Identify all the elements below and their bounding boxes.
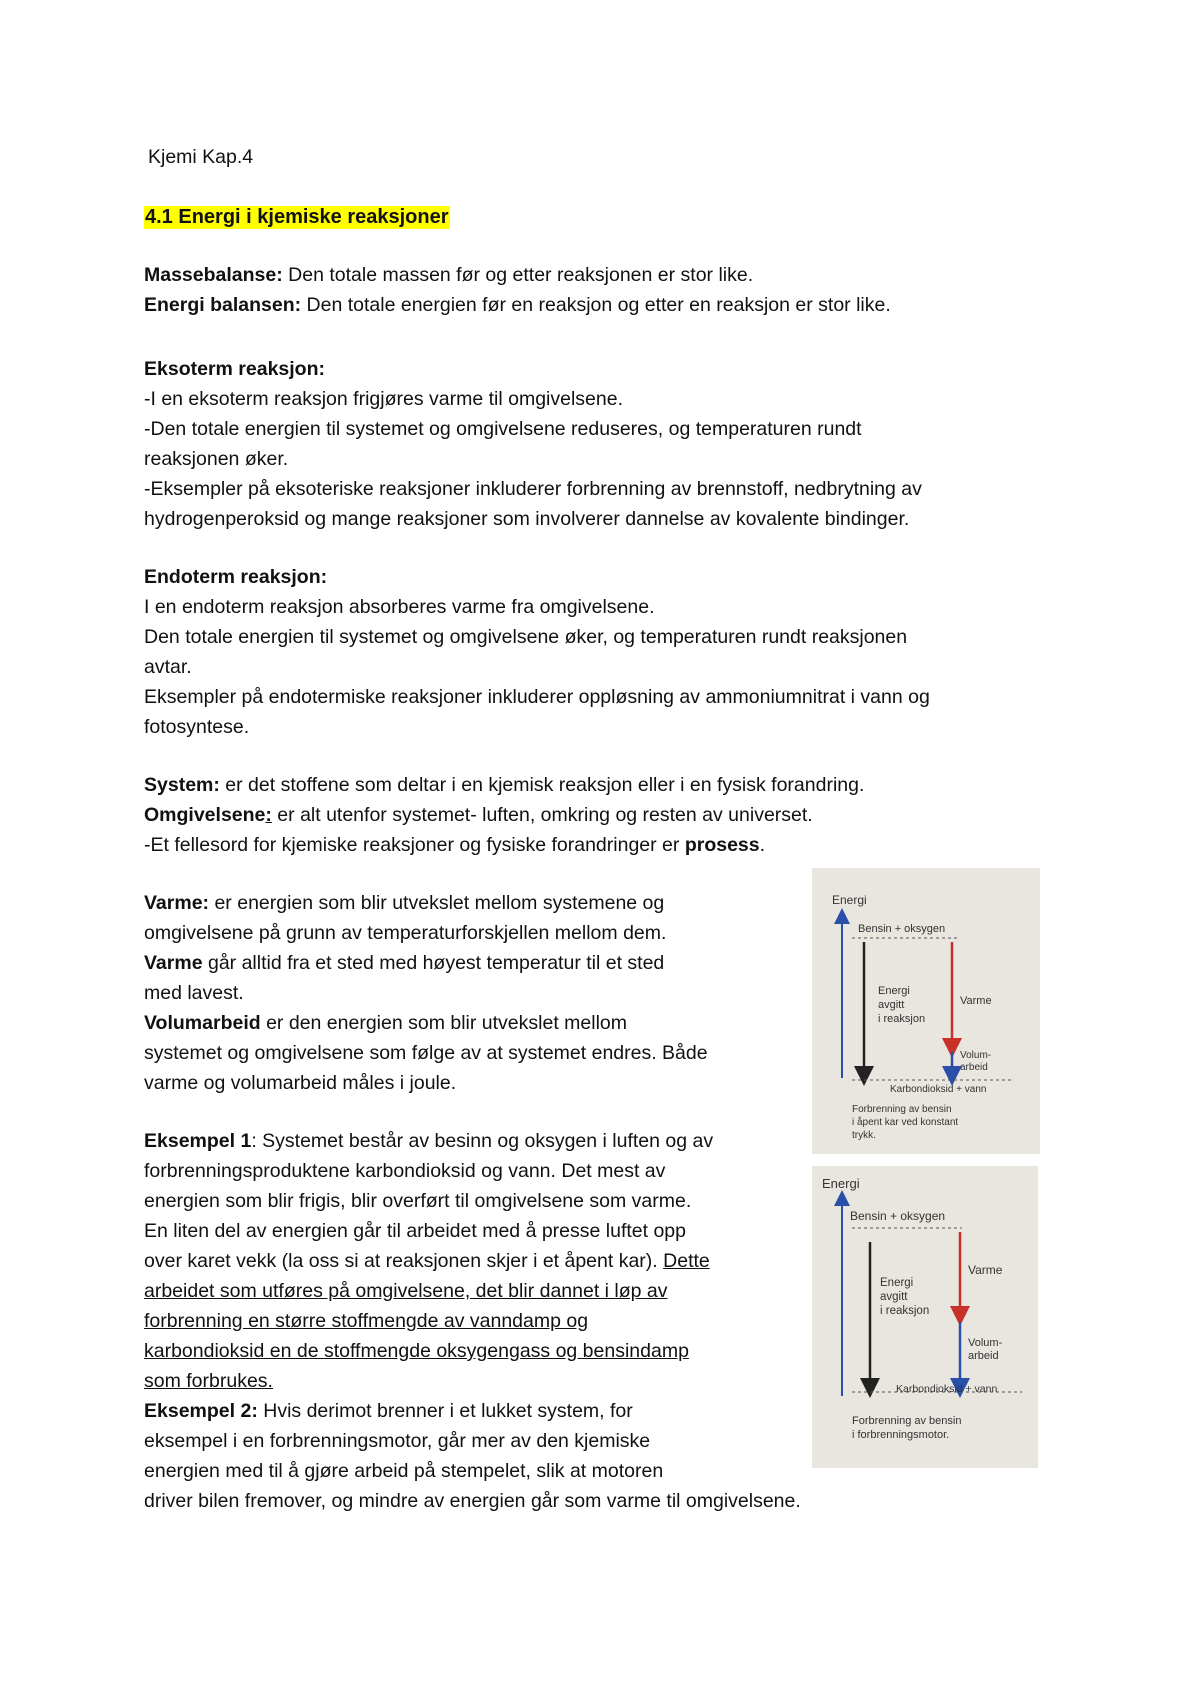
eksempel1-section: [144, 1126, 713, 1396]
eksempel1-line: forbrenningsproduktene karbondioksid og vann. Det mest av: [144, 1160, 666, 1182]
eksempel1-underlined-line: forbrenning en større stoffmengde av vanndamp og: [144, 1310, 589, 1332]
eksempel1-line: over karet vekk (la oss si at reaksjonen skjer i et åpent kar).: [144, 1250, 664, 1272]
prosess-pre: -Et fellesord for kjemiske reaksjoner og fysiske forandringer er: [144, 834, 685, 856]
eksoterm-line: -I en eksoterm reaksjon frigjøres varme til omgivelsene.: [144, 388, 623, 410]
figure-caption: i åpent kar ved konstant: [852, 1117, 959, 1128]
eksoterm-line: reaksjonen øker.: [144, 448, 289, 470]
system-text: er det stoffene som deltar i en kjemisk reaksjon eller i en fysisk forandring.: [219, 774, 865, 796]
figure-caption: i forbrenningsmotor.: [852, 1429, 950, 1441]
energy-released-label: Energi: [878, 985, 910, 997]
varme-line: varme og volumarbeid måles i joule.: [144, 1072, 457, 1094]
energy-released-label: Energi: [880, 1277, 914, 1289]
energy-released-label: i reaksjon: [880, 1305, 930, 1317]
document-title: Kjemi Kap.4: [148, 146, 254, 168]
massebalanse-term: Massebalanse:: [144, 264, 283, 286]
varme-line: systemet og omgivelsene som følge av at systemet endres. Både: [144, 1042, 708, 1064]
eksempel2-line: energien med til å gjøre arbeid på stempelet, slik at motoren: [144, 1460, 664, 1482]
eksoterm-line: -Den totale energien til systemet og omgivelsene reduseres, og temperaturen rundt: [144, 418, 862, 440]
varme-line: med lavest.: [144, 982, 244, 1004]
endoterm-line: Den totale energien til systemet og omgivelsene øker, og temperaturen rundt reaksjonen: [144, 626, 908, 648]
varme-text-2: går alltid fra et sted med høyest temperatur til et sted: [202, 952, 665, 974]
endoterm-line: avtar.: [144, 656, 192, 678]
energy-axis-label: Energi: [832, 893, 867, 907]
eksempel2-line: eksempel i en forbrenningsmotor, går mer av den kjemiske: [144, 1430, 651, 1452]
massebalanse-line: [144, 264, 753, 287]
system-term: System:: [144, 774, 220, 796]
omgivelsene-text: er alt utenfor systemet- luften, omkring og resten av universet.: [271, 804, 813, 826]
eksoterm-line: hydrogenperoksid og mange reaksjoner som involverer dannelse av kovalente bindinger.: [144, 508, 910, 530]
prosess-term: prosess: [684, 834, 760, 856]
eksoterm-heading: Eksoterm reaksjon:: [144, 358, 325, 380]
bottom-level-label: Karbondioksid + vann: [890, 1084, 987, 1095]
volume-work-label: Volum-: [960, 1050, 992, 1061]
energibalanse-line: [144, 294, 891, 317]
prosess-post: .: [759, 834, 766, 856]
omgivelsene-term: Omgivelsene: [144, 804, 266, 826]
energibalanse-term: Energi balansen:: [144, 294, 302, 316]
volumarbeid-term: Volumarbeid: [144, 1012, 261, 1034]
varme-text: er energien som blir utvekslet mellom systemene og: [209, 892, 665, 914]
eksempel1-colon: :: [251, 1130, 257, 1152]
omgivelsene-colon: :: [265, 804, 272, 826]
eksoterm-line: -Eksempler på eksoteriske reaksjoner inkluderer forbrenning av brennstoff, nedbrytning av: [144, 478, 922, 500]
eksempel1-line: energien som blir frigis, blir overført til omgivelsene som varme.: [144, 1190, 692, 1212]
volume-work-label: Volum-: [968, 1337, 1003, 1349]
endoterm-line: Eksempler på endotermiske reaksjoner inkluderer oppløsning av ammoniumnitrat i vann og: [144, 686, 930, 708]
varme-line: omgivelsene på grunn av temperaturforskjellen mellom dem.: [144, 922, 667, 944]
volumarbeid-text: er den energien som blir utvekslet mellom: [260, 1012, 628, 1034]
figure-caption: Forbrenning av bensin: [852, 1104, 952, 1115]
figure-caption: trykk.: [852, 1130, 876, 1141]
figure-caption: Forbrenning av bensin: [852, 1415, 962, 1427]
heat-label: Varme: [968, 1263, 1003, 1277]
energibalanse-text: Den totale energien før en reaksjon og etter en reaksjon er stor like.: [301, 294, 891, 316]
top-level-label: Bensin + oksygen: [850, 1209, 946, 1223]
massebalanse-text: Den totale massen før og etter reaksjonen er stor like.: [282, 264, 754, 286]
top-level-label: Bensin + oksygen: [858, 923, 946, 935]
eksoterm-section: [144, 354, 922, 534]
definitions-section: [144, 770, 864, 860]
varme-term-2: Varme: [144, 952, 203, 974]
energy-released-label: i reaksjon: [878, 1013, 926, 1025]
eksempel2-term: Eksempel 2:: [144, 1400, 258, 1422]
energy-axis-label: Energi: [822, 1176, 860, 1191]
eksempel1-underlined-line: karbondioksid en de stoffmengde oksygengass og bensindamp: [144, 1340, 689, 1362]
volume-work-label: arbeid: [968, 1350, 999, 1362]
eksempel2-line: driver bilen fremover, og mindre av energien går som varme til omgivelsene.: [144, 1490, 801, 1512]
eksempel1-underlined-line: arbeidet som utføres på omgivelsene, det blir dannet i løp av: [144, 1280, 668, 1302]
varme-term: Varme:: [144, 892, 210, 914]
bottom-level-label: Karbondioksid + vann: [896, 1383, 998, 1395]
eksempel1-line: En liten del av energien går til arbeidet med å presse luftet opp: [144, 1220, 687, 1242]
energy-released-label: avgitt: [880, 1291, 908, 1303]
endoterm-section: [144, 562, 930, 742]
eksempel1-underlined-line: som forbrukes.: [144, 1370, 273, 1392]
volume-work-label: arbeid: [960, 1062, 988, 1073]
eksempel1-term: Eksempel 1: [144, 1130, 252, 1152]
endoterm-line: fotosyntese.: [144, 716, 250, 738]
heat-label: Varme: [960, 995, 992, 1007]
energy-diagram-engine: [812, 1166, 1038, 1468]
eksempel2-text: Hvis derimot brenner i et lukket system, for: [257, 1400, 633, 1422]
section-heading: 4.1 Energi i kjemiske reaksjoner: [145, 206, 449, 228]
endoterm-heading: Endoterm reaksjon:: [144, 566, 328, 588]
eksempel1-underlined: Dette: [663, 1250, 710, 1272]
varme-section: [144, 888, 708, 1098]
eksempel2-section: [144, 1396, 801, 1516]
energy-released-label: avgitt: [878, 999, 905, 1011]
energy-diagram-open-vessel: [812, 868, 1040, 1154]
eksempel1-text: Systemet består av besinn og oksygen i luften og av: [256, 1130, 714, 1152]
endoterm-line: I en endoterm reaksjon absorberes varme fra omgivelsene.: [144, 596, 655, 618]
